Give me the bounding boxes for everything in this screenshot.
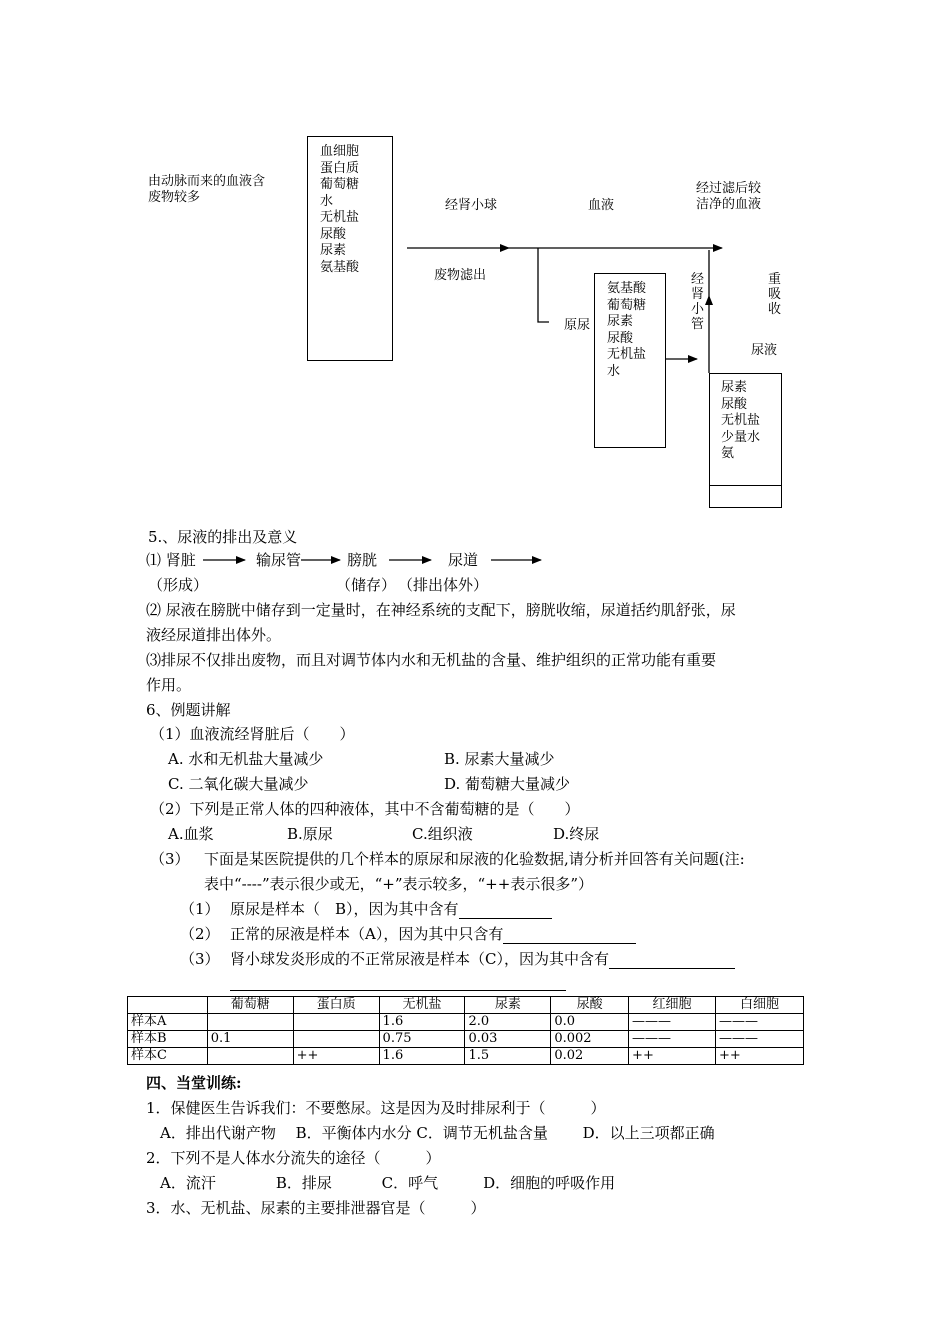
table-cell: 样本B bbox=[128, 1031, 208, 1048]
table-cell: ++ bbox=[715, 1048, 803, 1065]
flow-urethra: 尿道 bbox=[448, 551, 479, 569]
question-3-line2: 表中“----”表示很少或无，“+”表示较多，“++表示很多”） bbox=[204, 875, 593, 893]
flow-num: ⑴ bbox=[146, 551, 162, 569]
sub-q3-num: （3） bbox=[180, 950, 220, 968]
table-cell: 样本C bbox=[128, 1048, 208, 1065]
urine-label: 尿液 bbox=[751, 343, 778, 358]
practice-q2-options: A．流汗 B．排尿 C．呼气 D．细胞的呼吸作用 bbox=[160, 1174, 616, 1192]
table-cell: 0.0 bbox=[551, 1014, 629, 1031]
list-item: 尿素 bbox=[607, 314, 634, 329]
header-cell: 尿素 bbox=[465, 997, 551, 1014]
note-storage: （储存） bbox=[336, 576, 397, 594]
table-cell: 样本A bbox=[128, 1014, 208, 1031]
header-cell: 白细胞 bbox=[715, 997, 803, 1014]
q2-option-c: C.组织液 bbox=[412, 825, 473, 843]
question-2: （2）下列是正常人体的四种液体，其中不含葡萄糖的是（ ） bbox=[150, 800, 580, 818]
table-cell: 1.6 bbox=[379, 1014, 465, 1031]
sub-q2-text: 正常的尿液是样本（A），因为其中只含有 bbox=[230, 925, 504, 943]
q2-option-b: B.原尿 bbox=[287, 825, 333, 843]
header-cell: 葡萄糖 bbox=[207, 997, 293, 1014]
list-item: 尿素 bbox=[320, 243, 347, 258]
list-item: 氨基酸 bbox=[607, 281, 647, 296]
section5-para3-line1: ⑶排尿不仅排出废物，而且对调节体内水和无机盐的含量、维护组织的正常功能有重要 bbox=[146, 651, 717, 669]
header-cell: 无机盐 bbox=[379, 997, 465, 1014]
table-cell: ++ bbox=[293, 1048, 379, 1065]
answer-blank bbox=[609, 952, 735, 969]
sub-q1-text: 原尿是样本（ B），因为其中含有 bbox=[230, 900, 459, 918]
answer-blank-continuation bbox=[230, 990, 566, 991]
list-item: 尿酸 bbox=[607, 330, 634, 346]
list-item: 水 bbox=[320, 193, 334, 209]
blood-label: 血液 bbox=[588, 198, 615, 213]
lab-results-table bbox=[127, 996, 804, 1065]
flow-kidney: 肾脏 bbox=[165, 551, 196, 569]
section5-para2-line1: ⑵ 尿液在膀胱中储存到一定量时，在神经系统的支配下，膀胱收缩，尿道括约肌舒张，尿 bbox=[146, 601, 736, 619]
flow-ureter: 输尿管 bbox=[256, 551, 302, 569]
list-item: 蛋白质 bbox=[320, 160, 360, 176]
answer-blank bbox=[503, 927, 636, 944]
q1-option-c: C. 二氧化碳大量减少 bbox=[168, 775, 309, 793]
note-formation: （形成） bbox=[148, 576, 209, 594]
diagram-arrows bbox=[0, 0, 950, 520]
table-cell bbox=[207, 1014, 293, 1031]
table-cell: ——— bbox=[629, 1031, 716, 1048]
list-item: 葡萄糖 bbox=[320, 177, 360, 192]
header-cell: 红细胞 bbox=[629, 997, 716, 1014]
table-cell: ——— bbox=[629, 1014, 716, 1031]
practice-question-2: 2．下列不是人体水分流失的途径（ ） bbox=[146, 1149, 441, 1167]
sub-q1 bbox=[230, 899, 552, 919]
table-header-row bbox=[128, 997, 804, 1014]
q2-option-a: A.血浆 bbox=[168, 825, 214, 843]
q1-option-d: D. 葡萄糖大量减少 bbox=[444, 775, 571, 793]
section5-title: 5.、尿液的排出及意义 bbox=[148, 528, 298, 546]
table-cell: ——— bbox=[715, 1014, 803, 1031]
artery-blood-label: 由动脉而来的血液含 废物较多 bbox=[148, 174, 266, 205]
sub-q2-num: （2） bbox=[180, 925, 220, 943]
sub-q3 bbox=[230, 949, 735, 969]
reabsorb-label: 重 吸 收 bbox=[768, 272, 782, 317]
list-item: 水 bbox=[607, 363, 621, 379]
flow-arrows bbox=[0, 550, 950, 570]
flow-bladder: 膀胱 bbox=[347, 551, 378, 569]
list-item: 葡萄糖 bbox=[607, 297, 647, 313]
table-cell: 0.002 bbox=[551, 1031, 629, 1048]
table-row bbox=[128, 1014, 804, 1031]
header-cell bbox=[128, 997, 208, 1014]
glomerulus-label: 经肾小球 bbox=[445, 198, 498, 213]
table-cell: 0.1 bbox=[207, 1031, 293, 1048]
table-cell bbox=[293, 1014, 379, 1031]
table-cell bbox=[293, 1031, 379, 1048]
q2-option-d: D.终尿 bbox=[553, 825, 600, 843]
header-cell: 蛋白质 bbox=[293, 997, 379, 1014]
table-row bbox=[128, 1031, 804, 1048]
list-item: 无机盐 bbox=[607, 347, 647, 362]
section6-title: 6、例题讲解 bbox=[146, 701, 231, 719]
list-item: 尿素 bbox=[721, 380, 748, 395]
practice-q1-options: A．排出代谢产物 B．平衡体内水分 C．调节无机盐含量 D．以上三项都正确 bbox=[160, 1124, 715, 1142]
practice-question-1: 1．保健医生告诉我们：不要憋尿。这是因为及时排尿利于（ ） bbox=[146, 1099, 606, 1117]
primary-urine-label: 原尿 bbox=[564, 318, 591, 333]
table-cell: 0.75 bbox=[379, 1031, 465, 1048]
table-cell bbox=[207, 1048, 293, 1065]
section5-para2-line2: 液经尿道排出体外。 bbox=[146, 626, 282, 644]
list-item: 少量水 bbox=[721, 429, 761, 445]
filtered-blood-label: 经过滤后较 洁净的血液 bbox=[696, 181, 762, 212]
list-item: 血细胞 bbox=[320, 144, 360, 159]
section4-title: 四、当堂训练: bbox=[146, 1074, 242, 1092]
list-item: 氨 bbox=[721, 446, 735, 461]
list-item: 无机盐 bbox=[721, 413, 761, 428]
table-cell: 1.6 bbox=[379, 1048, 465, 1065]
sub-q3-text: 肾小球发炎形成的不正常尿液是样本（C），因为其中含有 bbox=[230, 950, 609, 968]
table-cell: 0.03 bbox=[465, 1031, 551, 1048]
table-cell: 1.5 bbox=[465, 1048, 551, 1065]
table-row bbox=[128, 1048, 804, 1065]
header-cell: 尿酸 bbox=[551, 997, 629, 1014]
table-cell: 2.0 bbox=[465, 1014, 551, 1031]
question-3-line1: 下面是某医院提供的几个样本的原尿和尿液的化验数据,请分析并回答有关问题(注: bbox=[204, 850, 745, 868]
sub-q1-num: （1） bbox=[180, 900, 220, 918]
filtrate-line bbox=[538, 248, 549, 322]
sub-q2 bbox=[230, 924, 636, 944]
q1-option-b: B. 尿素大量减少 bbox=[444, 750, 555, 768]
note-excretion: （排出体外） bbox=[398, 576, 489, 594]
list-item: 氨基酸 bbox=[320, 259, 360, 275]
table-cell: 0.02 bbox=[551, 1048, 629, 1065]
list-item: 尿酸 bbox=[721, 396, 748, 412]
answer-blank bbox=[459, 902, 552, 919]
table-cell: ——— bbox=[715, 1031, 803, 1048]
tubule-label: 经 肾 小 管 bbox=[691, 272, 705, 332]
practice-question-3: 3．水、无机盐、尿素的主要排泄器官是（ ） bbox=[146, 1199, 486, 1217]
waste-filtered-label: 废物滤出 bbox=[434, 268, 487, 283]
question-3-num: （3） bbox=[150, 850, 190, 868]
q1-option-a: A. 水和无机盐大量减少 bbox=[168, 750, 324, 768]
table-cell: ++ bbox=[629, 1048, 716, 1065]
section5-para3-line2: 作用。 bbox=[146, 676, 192, 694]
list-item: 无机盐 bbox=[320, 210, 360, 225]
list-item: 尿酸 bbox=[320, 226, 347, 242]
question-1: （1）血液流经肾脏后（ ） bbox=[150, 725, 355, 743]
